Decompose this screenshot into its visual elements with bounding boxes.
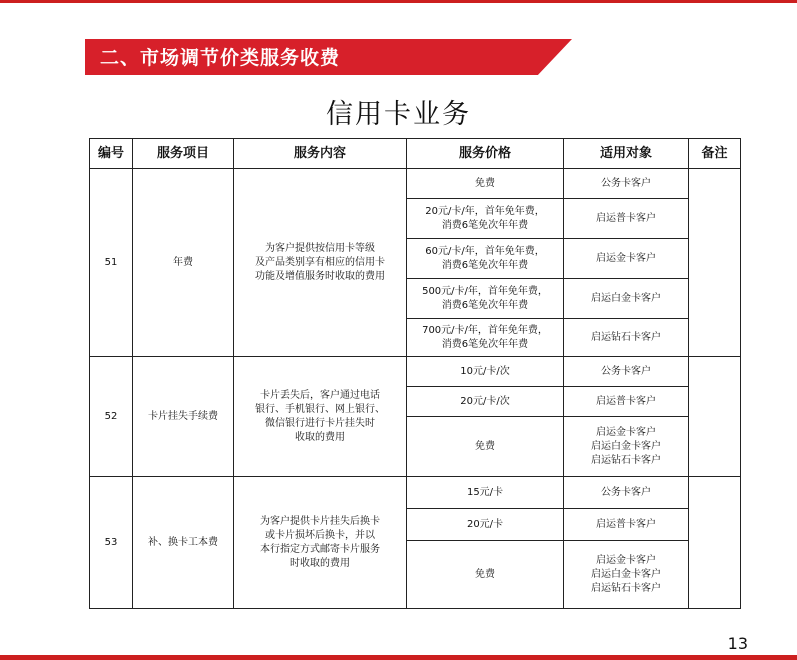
table-row (90, 169, 741, 199)
service-price: 15元/卡 (407, 477, 564, 509)
service-target: 启运普卡客户 (564, 509, 689, 541)
page-title: 信用卡业务 (326, 99, 471, 130)
service-content: 卡片丢失后，客户通过电话 银行、手机银行、网上银行、 微信银行进行卡片挂失时 收取的费用 (234, 357, 407, 477)
bottom-border-line (0, 655, 797, 660)
service-price: 10元/卡/次 (407, 357, 564, 387)
service-price: 700元/卡/年，首年免年费， 消费6笔免次年年费 (407, 319, 564, 357)
service-price: 20元/卡/年，首年免年费， 消费6笔免次年年费 (407, 199, 564, 239)
service-no: 53 (90, 477, 133, 609)
top-border-line (0, 0, 797, 3)
service-remark (689, 357, 741, 477)
section-title: 二、市场调节价类服务收费 (100, 47, 341, 69)
service-remark (689, 169, 741, 357)
service-target: 启运金卡客户 (564, 239, 689, 279)
header-no: 编号 (90, 139, 133, 169)
header-target: 适用对象 (564, 139, 689, 169)
header-content: 服务内容 (234, 139, 407, 169)
header-price: 服务价格 (407, 139, 564, 169)
service-item: 卡片挂失手续费 (133, 357, 234, 477)
fee-table (89, 138, 741, 609)
service-price: 免费 (407, 541, 564, 609)
service-item: 补、换卡工本费 (133, 477, 234, 609)
service-price: 60元/卡/年，首年免年费， 消费6笔免次年年费 (407, 239, 564, 279)
service-target: 启运钻石卡客户 (564, 319, 689, 357)
table-header-row (90, 139, 741, 169)
service-item: 年费 (133, 169, 234, 357)
service-target: 公务卡客户 (564, 169, 689, 199)
service-target: 启运白金卡客户 (564, 279, 689, 319)
service-target: 公务卡客户 (564, 477, 689, 509)
page-number: 13 (727, 634, 748, 653)
header-remark: 备注 (689, 139, 741, 169)
service-price: 20元/卡/次 (407, 387, 564, 417)
service-no: 51 (90, 169, 133, 357)
service-target: 公务卡客户 (564, 357, 689, 387)
service-target: 启运普卡客户 (564, 387, 689, 417)
service-remark (689, 477, 741, 609)
service-price: 500元/卡/年，首年免年费， 消费6笔免次年年费 (407, 279, 564, 319)
service-target: 启运金卡客户 启运白金卡客户 启运钻石卡客户 (564, 541, 689, 609)
service-price: 免费 (407, 417, 564, 477)
service-content: 为客户提供卡片挂失后换卡 或卡片损坏后换卡，并以 本行指定方式邮寄卡片服务 时收取的费用 (234, 477, 407, 609)
table-row (90, 357, 741, 387)
service-price: 20元/卡 (407, 509, 564, 541)
header-item: 服务项目 (133, 139, 234, 169)
service-price: 免费 (407, 169, 564, 199)
service-target: 启运金卡客户 启运白金卡客户 启运钻石卡客户 (564, 417, 689, 477)
service-content: 为客户提供按信用卡等级 及产品类别享有相应的信用卡 功能及增值服务时收取的费用 (234, 169, 407, 357)
service-no: 52 (90, 357, 133, 477)
table-row (90, 477, 741, 509)
service-target: 启运普卡客户 (564, 199, 689, 239)
